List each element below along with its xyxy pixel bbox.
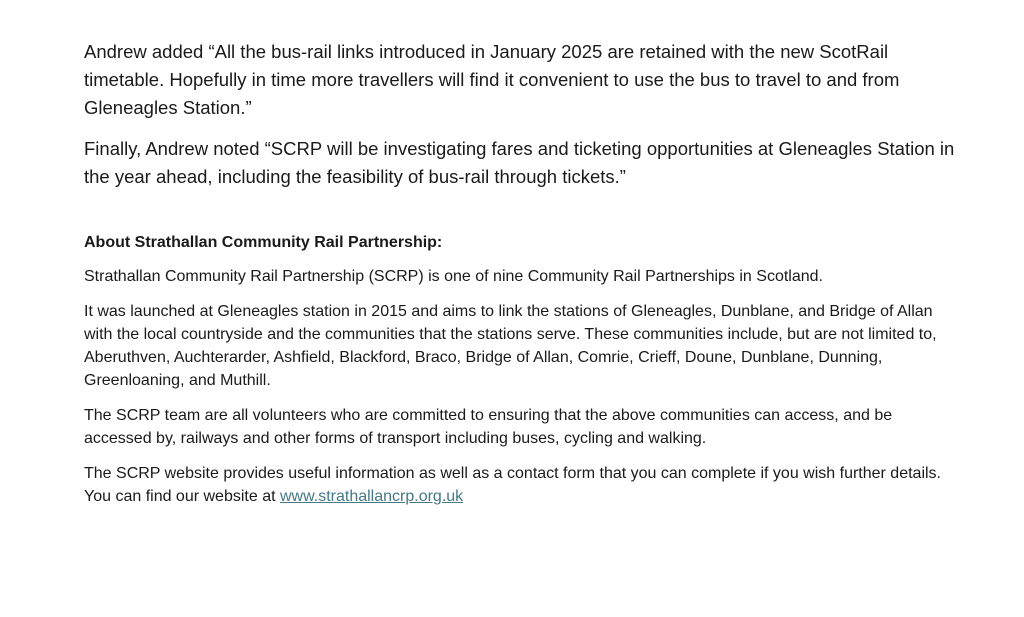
about-paragraph-website	[84, 462, 964, 508]
andrew-noted-paragraph: Finally, Andrew noted “SCRP will be investigating fares and ticketing opportunities at Gleneagles Station in the year ahead, including the feasibility of bus-rail through tickets.”	[84, 138, 955, 187]
website-link[interactable]: www.strathallancrp.org.uk	[279, 488, 464, 505]
about-paragraph-launch: It was launched at Gleneagles station in 2015 and aims to link the stations of Gleneagles, Dunblane, and Bridge of Allan with the local countryside and the communities that the stations serve. These communities include, but are not limited to, Aberuthven, Auchterarder, Ashfield, Blackford, Braco, Bridge of Allan, Comrie, Crieff, Doune, Dunblane, Dunning, Greenloaning, and Muthill.	[84, 303, 937, 389]
document-page	[84, 38, 964, 520]
section-spacer	[84, 204, 964, 232]
about-paragraph-intro: Strathallan Community Rail Partnership (SCRP) is one of nine Community Rail Partnerships in Scotland.	[84, 268, 823, 285]
about-heading: About Strathallan Community Rail Partnership:	[84, 234, 443, 251]
website-paragraph-text: The SCRP website provides useful information as well as a contact form that you can complete if you wish further details. You can find our website at	[84, 465, 941, 505]
andrew-added-paragraph: Andrew added “All the bus-rail links introduced in January 2025 are retained with the new ScotRail timetable. Hopefully in time more travellers will find it convenient to use the bus to travel to and from Gleneagles Station.”	[84, 41, 900, 118]
about-paragraph-volunteers: The SCRP team are all volunteers who are committed to ensuring that the above communities can access, and be accessed by, railways and other forms of transport including buses, cycling and walking.	[84, 407, 893, 447]
